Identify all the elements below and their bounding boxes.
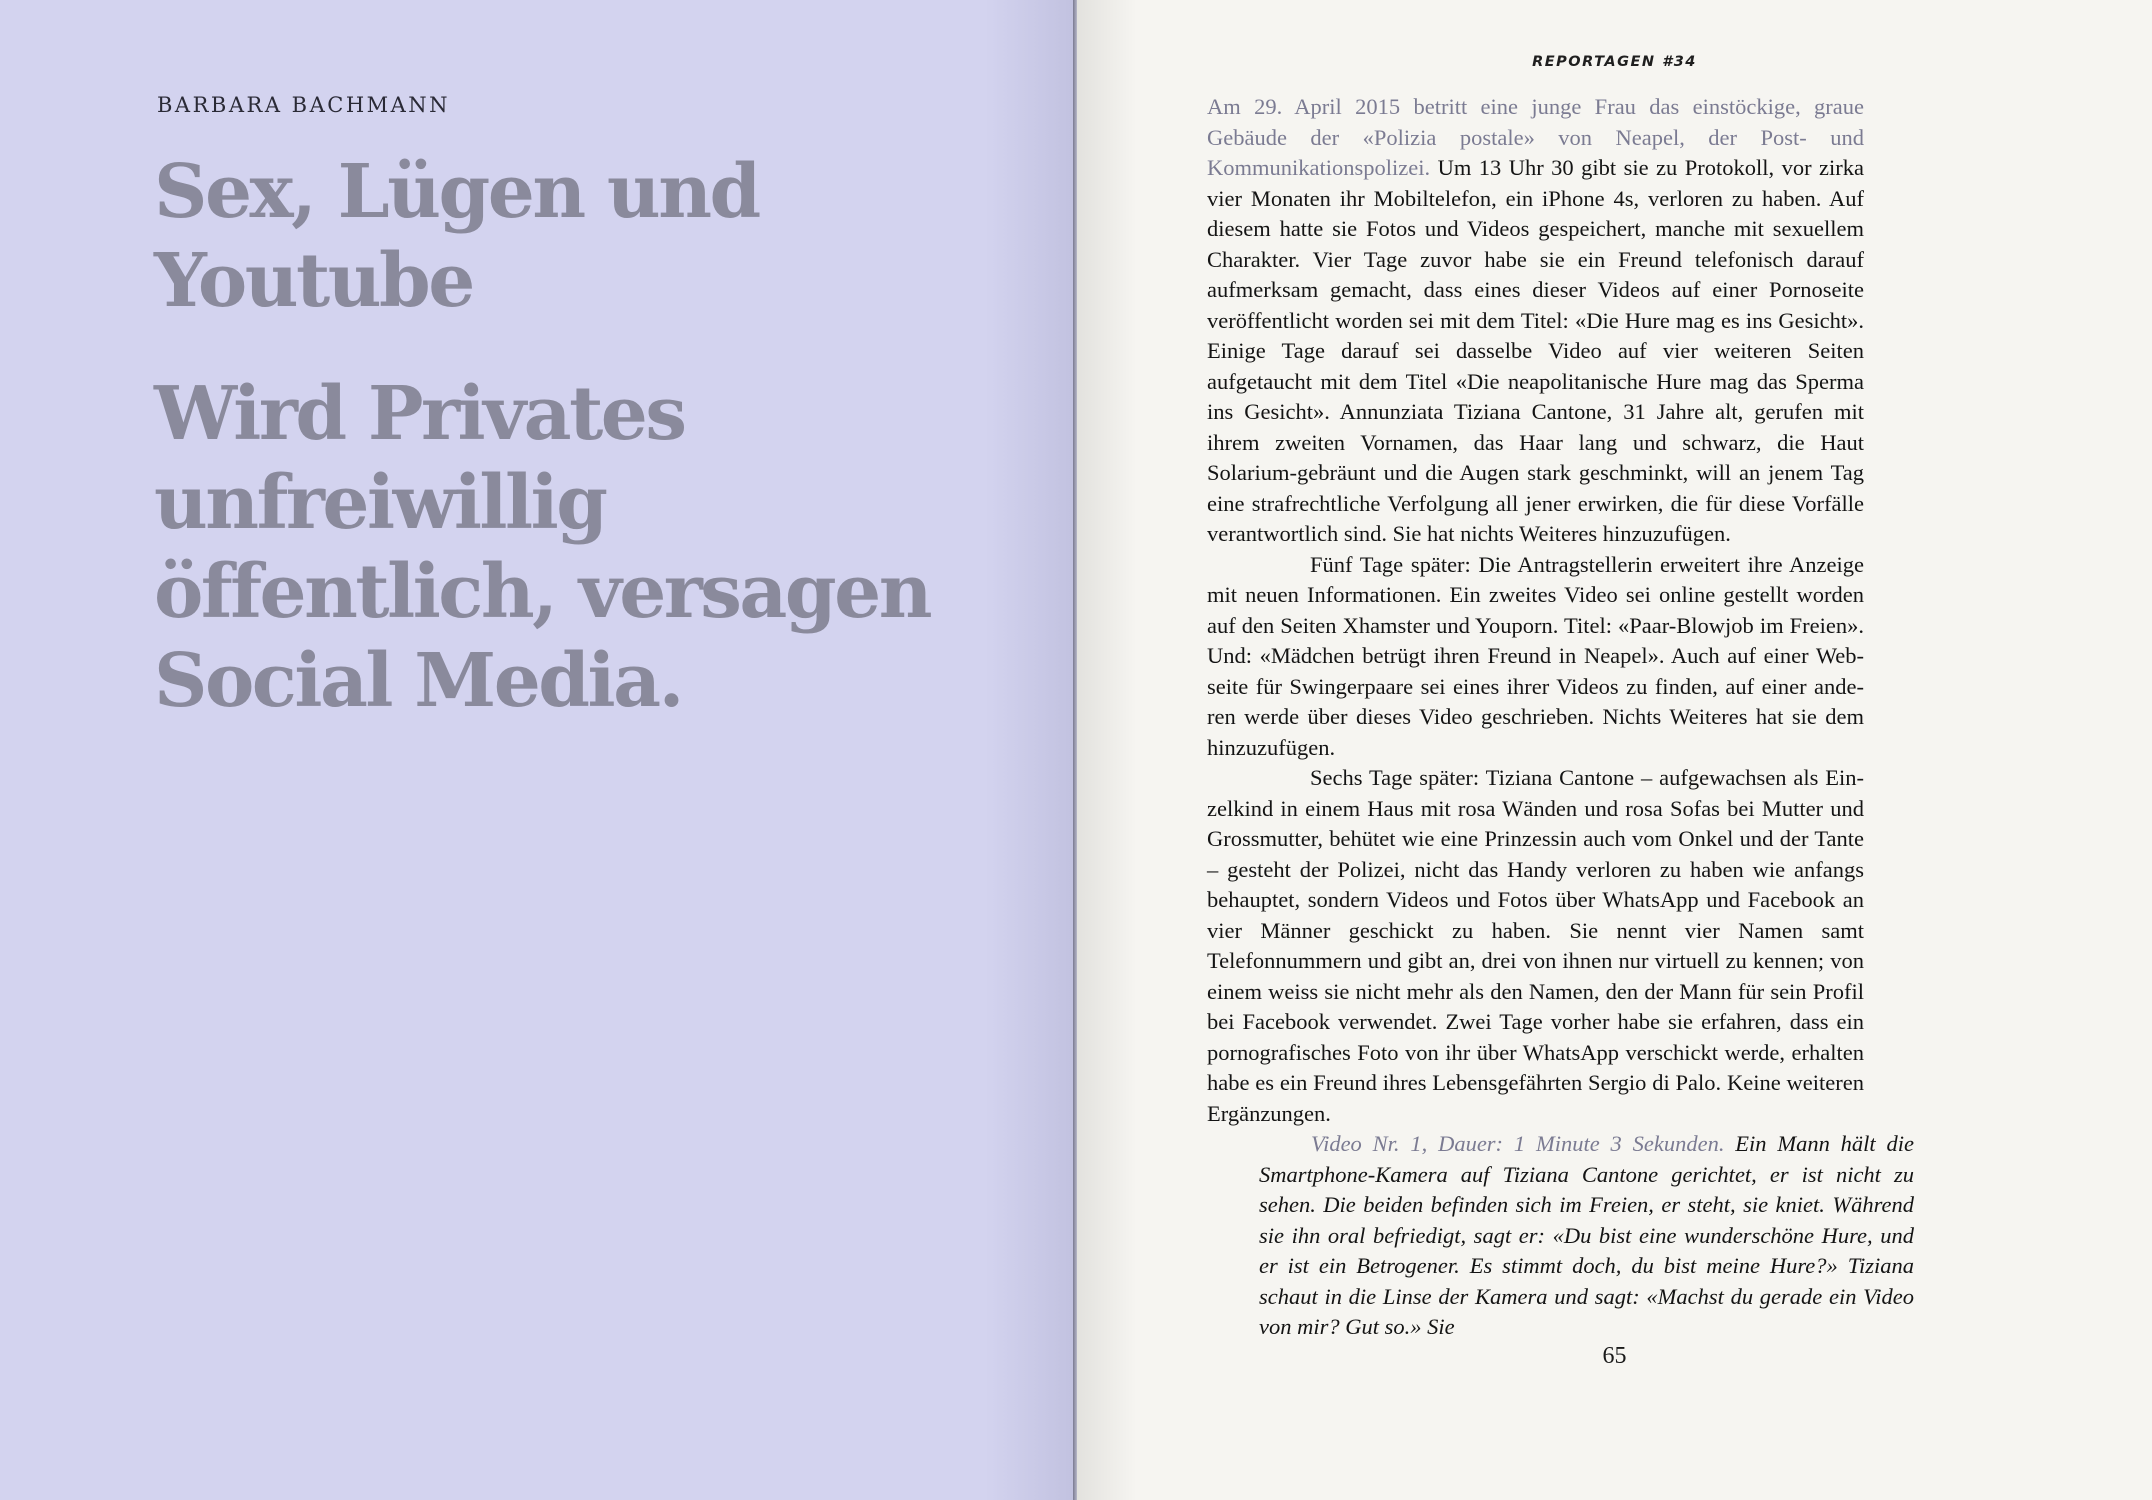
quote-block	[1259, 1129, 1914, 1343]
author-name: BARBARA BACHMANN	[157, 93, 451, 117]
headline-subtitle-line: Wird Privates	[154, 371, 685, 457]
paragraph: Sechs Tage später: Tiziana Cantone – aufgewachsen als Einzelkind in einem Haus mit rosa Wänden und rosa Sofas bei Mutter und Grossmutter, behütet wie eine Prinzessin auch vom Onkel und der Tante – gesteht der Polizei, nicht das Handy verloren zu haben wie anfangs behauptet, sondern Videos und Fotos über WhatsApp und Facebook an vier Männer geschickt zu haben. Sie nennt vier Namen samt Telefonnummern und gibt an, drei von ihnen nur virtuell zu kennen; von einem weiss sie nicht mehr als den Namen, den der Mann für sein Profil bei Facebook verwendet. Zwei Tage vorher habe sie erfahren, dass ein pornografisches Foto von ihr über WhatsApp verschickt werde, erhalten habe es ein Freund ihres Lebensgefährten Sergio di Palo. Keine weiteren Ergänzungen.	[1207, 765, 1864, 1126]
headline-subtitle-line: unfreiwillig	[154, 460, 606, 546]
paragraph: Fünf Tage später: Die Antragstellerin erweitert ihre Anzeige mit neuen Informationen. Ein zweites Video sei online gestellt worden auf den Seiten Xhamster und Youporn. Titel: «Paar-Blowjob im Freien». Und: «Mädchen betrügt ihren Freund in Neapel». Auch auf einer Webseite für Swingerpaare sei eines ihrer Videos zu finden, auf einer anderen werde über dieses Video geschrieben. Nichts Weiteres hat sie dem hinzuzufügen.	[1207, 551, 1864, 760]
page-number: 65	[1602, 1343, 1627, 1369]
paragraph-lead: Am 29. April 2015 betritt eine junge Frau das einstöckige, graue Gebäude der «Polizia postale» von Neapel, der Post- und Kommunikationspolizei.	[1207, 94, 1864, 180]
headline-title	[154, 148, 759, 326]
article-body	[1207, 92, 1914, 1343]
headline-title-line: Youtube	[154, 238, 473, 324]
headline-subtitle-line: Social Media.	[154, 638, 682, 724]
left-page	[0, 0, 1075, 1500]
headline-subtitle-line: öffentlich, versagen	[154, 549, 930, 635]
headline-subtitle	[154, 370, 930, 726]
headline-title-line: Sex, Lügen und	[154, 149, 759, 235]
paragraph	[1207, 92, 1864, 550]
quote-lead: Video Nr. 1, Dauer: 1 Minute 3 Sekunden.	[1311, 1131, 1725, 1156]
paragraph-text: Um 13 Uhr 30 gibt sie zu Protokoll, vor zirka vier Monaten ihr Mobiltelefon, ein iPhone 4s, verloren zu haben. Auf diesem hatte sie Fotos und Videos gespeichert, manche mit sexuellem Charakter. Vier Tage zuvor habe sie ein Freund telefonisch darauf aufmerksam gemacht, dass eines dieser Videos auf einer Pornoseite veröffentlicht worden sei mit dem Titel: «Die Hure mag es ins Gesicht». Einige Tage darauf sei dasselbe Video auf vier weiteren Seiten aufgetaucht mit dem Titel «Die neapolitanische Hure mag das Sperma ins Gesicht». Annunziata Tiziana Cantone, 31 Jahre alt, gerufen mit ihrem zweiten Vornamen, das Haar lang und schwarz, die Haut Solarium-gebräunt und die Augen stark geschminkt, will an jenem Tag eine strafrechtliche Verfolgung all jener erwirken, die für diese Vorfälle verantwortlich sind. Sie hat nichts Weiteres hinzuzufügen.	[1207, 155, 1864, 546]
quote-text: Ein Mann hält die Smartphone-Kamera auf Tiziana Cantone gerichtet, er ist nicht zu sehen. Die beiden befinden sich im Freien, er steht, sie kniet. Während sie ihn oral befriedigt, sagt er: «Du bist eine wunderschöne Hure, und er ist ein Betrogener. Es stimmt doch, du bist meine Hure?» Tiziana schaut in die Linse der Kamera und sagt: «Machst du gerade ein Video von mir? Gut so.» Sie	[1259, 1131, 1914, 1339]
right-page	[1077, 0, 2152, 1500]
running-head: REPORTAGEN #34	[1532, 54, 1697, 70]
